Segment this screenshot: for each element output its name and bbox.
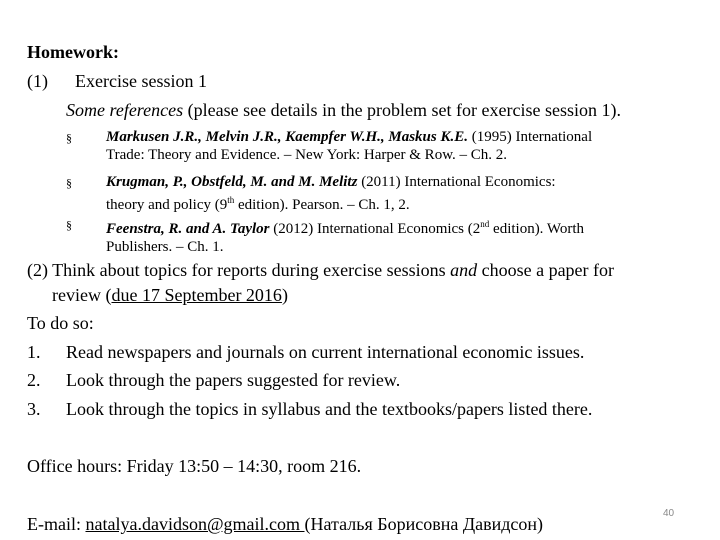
item-2-review-a: review ( bbox=[52, 285, 112, 305]
step-1-number: 1. bbox=[27, 342, 41, 362]
bullet-icon: § bbox=[66, 218, 72, 232]
reference-3-authors: Feenstra, R. and A. Taylor bbox=[106, 221, 270, 237]
reference-1-authors: Markusen J.R., Melvin J.R., Kaempfer W.H., Maskus K.E. bbox=[106, 129, 468, 145]
step-3-text: Look through the topics in syllabus and the textbooks/papers listed there. bbox=[66, 399, 593, 419]
references-intro bbox=[66, 96, 621, 125]
due-date: due 17 September 2016 bbox=[111, 285, 282, 305]
reference-2 bbox=[106, 173, 696, 214]
item-2-line-2 bbox=[52, 281, 288, 310]
item-2-review-b: ) bbox=[281, 285, 288, 305]
reference-3-details-b: edition). Worth bbox=[489, 221, 585, 237]
reference-2-sup: th bbox=[227, 195, 235, 205]
email-link[interactable]: natalya.davidson@gmail.com bbox=[85, 514, 305, 534]
bullet-icon: § bbox=[66, 176, 72, 190]
reference-1-details: (1995) International bbox=[468, 129, 593, 145]
reference-2-authors: Krugman, P., Obstfeld, M. and M. Melitz bbox=[106, 174, 358, 190]
reference-2-line2a: theory and policy (9 bbox=[106, 197, 228, 213]
reference-1-line2: Trade: Theory and Evidence. – New York: Harper & Row. – Ch. 2. bbox=[106, 147, 508, 163]
bullet-icon: § bbox=[66, 131, 72, 145]
item-2-text-a: (2) Think about topics for reports during exercise sessions bbox=[27, 260, 451, 280]
reference-2-details: (2011) International Economics: bbox=[357, 174, 556, 190]
reference-1 bbox=[106, 128, 696, 164]
step-3-number: 3. bbox=[27, 399, 41, 419]
reference-2-line2b: edition). Pearson. – Ch. 1, 2. bbox=[234, 197, 410, 213]
reference-3-sup: nd bbox=[480, 219, 490, 229]
email-line bbox=[27, 510, 543, 539]
contact-name: (Наталья Борисовна Давидсон) bbox=[304, 514, 543, 534]
reference-3-details-a: (2012) International Economics (2 bbox=[269, 221, 481, 237]
step-1-text: Read newspapers and journals on current international economic issues. bbox=[66, 342, 585, 362]
step-2-number: 2. bbox=[27, 370, 41, 390]
email-label: E-mail: bbox=[27, 514, 86, 534]
references-intro-rest: (please see details in the problem set for exercise session 1). bbox=[183, 100, 621, 120]
page-number: 40 bbox=[663, 508, 675, 519]
item-2-text-b: choose a paper for bbox=[477, 260, 615, 280]
homework-heading: Homework: bbox=[27, 42, 119, 62]
reference-3-line2: Publishers. – Ch. 1. bbox=[106, 239, 224, 255]
item-1-number: (1) bbox=[27, 71, 48, 91]
todo-heading: To do so: bbox=[27, 313, 94, 333]
references-intro-emphasis: Some references bbox=[66, 100, 184, 120]
reference-3 bbox=[106, 215, 696, 256]
office-hours: Office hours: Friday 13:50 – 14:30, room 216. bbox=[27, 456, 362, 476]
item-2-emphasis: and bbox=[450, 260, 478, 280]
step-2-text: Look through the papers suggested for review. bbox=[66, 370, 401, 390]
item-1-text: Exercise session 1 bbox=[75, 71, 207, 91]
